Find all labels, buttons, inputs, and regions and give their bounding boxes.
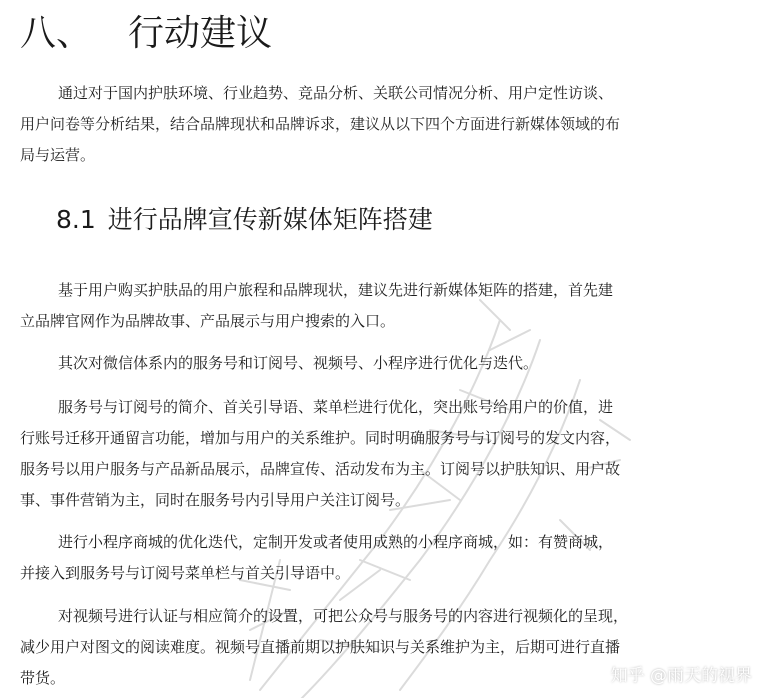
text-line: 通过对于国内护肤环境、行业趋势、竞品分析、关联公司情况分析、用户定性访谈、 — [58, 84, 614, 102]
body-paragraph — [0, 275, 770, 337]
chapter-heading — [20, 8, 272, 60]
text-line: 其次对微信体系内的服务号和订阅号、视频号、小程序进行优化与迭代。 — [58, 354, 539, 372]
text-line: 事、事件营销为主，同时在服务号内引导用户关注订阅号。 — [20, 491, 411, 509]
source-credit: 知乎 @雨天的视界 — [610, 666, 752, 686]
text-line: 减少用户对图文的阅读难度。视频号直播前期以护肤知识与关系维护为主，后期可进行直播 — [20, 638, 621, 656]
body-paragraph — [0, 527, 770, 589]
text-line: 服务号以用户服务与产品新品展示，品牌宣传、活动发布为主。订阅号以护肤知识、用户故 — [20, 460, 621, 478]
text-line: 服务号与订阅号的简介、首关引导语、菜单栏进行优化，突出账号给用户的价值，进 — [58, 398, 614, 416]
text-line: 带货。 — [20, 669, 66, 687]
chapter-title: 行动建议 — [128, 13, 273, 54]
section-title: 进行品牌宣传新媒体矩阵搭建 — [107, 205, 433, 234]
chapter-number: 八、 — [20, 13, 93, 54]
body-paragraph — [0, 392, 770, 516]
text-line: 立品牌官网作为品牌故事、产品展示与用户搜索的入口。 — [20, 312, 396, 330]
text-line: 并接入到服务号与订阅号菜单栏与首关引导语中。 — [20, 564, 351, 582]
body-paragraph — [0, 348, 770, 379]
section-number: 8.1 — [56, 205, 96, 234]
section-heading — [56, 200, 433, 240]
text-line: 用户问卷等分析结果，结合品牌现状和品牌诉求，建议从以下四个方面进行新媒体领域的布 — [20, 115, 621, 133]
text-line: 局与运营。 — [20, 146, 96, 164]
text-line: 基于用户购买护肤品的用户旅程和品牌现状，建议先进行新媒体矩阵的搭建，首先建 — [58, 281, 614, 299]
text-line: 进行小程序商城的优化迭代，定制开发或者使用成熟的小程序商城，如：有赞商城， — [58, 533, 614, 551]
text-line: 行账号迁移开通留言功能，增加与用户的关系维护。同时明确服务号与订阅号的发文内容， — [20, 429, 621, 447]
text-line: 对视频号进行认证与相应简介的设置，可把公众号与服务号的内容进行视频化的呈现， — [58, 607, 629, 625]
intro-paragraph — [0, 78, 770, 171]
